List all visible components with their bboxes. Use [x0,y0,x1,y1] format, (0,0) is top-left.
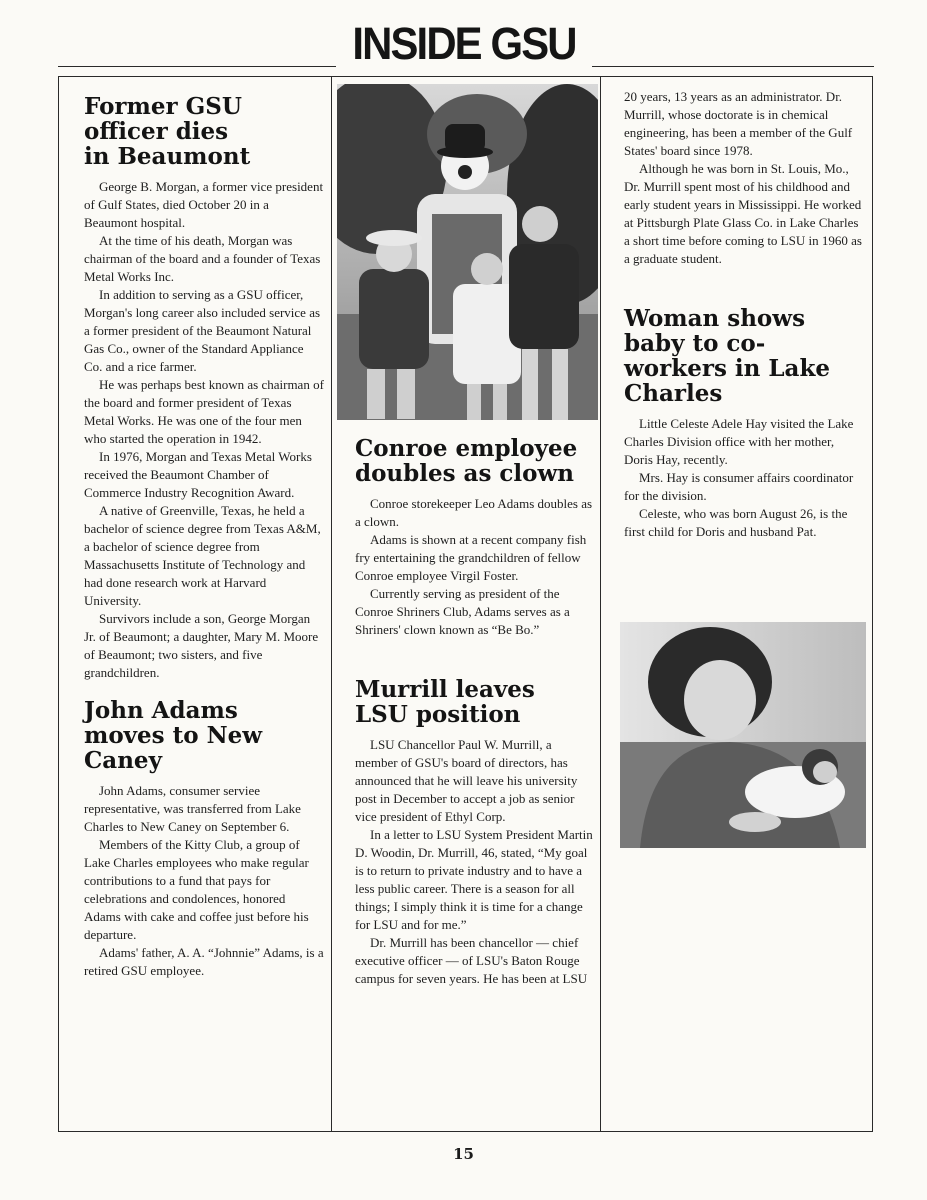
paragraph: In 1976, Morgan and Texas Metal Works received the Beaumont Chamber of Commerce Industry Recognition Award. [84,449,312,500]
article-morgan [84,94,324,682]
headline-murrill: Murrill leaves LSU position [355,676,535,728]
headline-morgan: Former GSU officer dies in Beaumont [84,93,251,170]
paragraph: Adams' father, A. A. “Johnnie” Adams, is a retired GSU employee. [84,945,324,978]
paragraph: A native of Greenville, Texas, he held a bachelor of science degree from Texas A&M, a bachelor of science degree from Massachusetts Institute of Technology and had done research work at Harvard University. [84,503,321,608]
paragraph: In addition to serving as a GSU officer, Morgan's long career also included service as a former president of the Beaumont Natural Gas Co., owner of the Standard Appliance Co. and a rice farmer. [84,287,321,374]
mother-baby-photo-illustration [620,622,866,848]
paragraph: He was perhaps best known as chairman of the board and former president of Texas Metal Works. He was one of the four men who started the operation in 1942. [84,377,324,446]
photo-mother-and-baby [620,622,866,848]
masthead-rule-left [58,66,336,67]
page-number: 15 [453,1145,474,1163]
paragraph: 20 years, 13 years as an administrator. Dr. Murrill, whose doctorate is in chemical engineering, has been a member of the Gulf States' board since 1978. [624,89,853,158]
paragraph: Celeste, who was born August 26, is the first child for Doris and husband Pat. [624,506,848,539]
paragraph: Adams is shown at a recent company fish fry entertaining the grandchildren of fellow Conroe employee Virgil Foster. [355,532,587,583]
column-rule-1 [331,76,332,1132]
paragraph: George B. Morgan, a former vice president of Gulf States, died October 20 in a Beaumont hospital. [84,179,324,230]
paragraph: In a letter to LSU System President Martin D. Woodin, Dr. Murrill, 46, stated, “My goal is to return to private industry and to have a less public career. There is a season for all things; I simply think it is time for a change for LSU and for me.” [355,827,593,932]
paragraph: Mrs. Hay is consumer affairs coordinator for the division. [624,470,854,503]
article-murrill [355,677,593,988]
body-clown [355,495,593,639]
paragraph: Dr. Murrill has been chancellor — chief executive officer — of LSU's Baton Rouge campus for seven years. He has been at LSU [355,935,588,986]
paragraph: Members of the Kitty Club, a group of Lake Charles employees who make regular contributions to a fund that pays for celebrations and condolences, honored Adams with cake and coffee just before his departure. [84,837,309,942]
paragraph: LSU Chancellor Paul W. Murrill, a member of GSU's board of directors, has announced that he will leave his university post in December to accept a job as senior vice president of Ethyl Corp. [355,737,578,824]
paragraph: Little Celeste Adele Hay visited the Lake Charles Division office with her mother, Doris Hay, recently. [624,416,854,467]
paragraph: Although he was born in St. Louis, Mo., Dr. Murrill spent most of his childhood and early student years in Mississippi. He worked at Pittsburgh Plate Glass Co. in Lake Charles a short time before coming to LSU in 1960 as a graduate student. [624,161,862,266]
headline-john-adams: John Adams moves to New Caney [84,697,263,774]
paragraph: Survivors include a son, George Morgan Jr. of Beaumont; a daughter, Mary M. Moore of Beaumont; two sisters, and five grandchildren. [84,611,319,680]
headline-clown: Conroe employee doubles as clown [355,435,578,487]
column-rule-2 [600,76,601,1132]
headline-baby: Woman shows baby to co-workers in Lake Charles [624,305,831,407]
body-baby [624,415,864,541]
body-john-adams [84,782,324,980]
article-baby [624,306,864,541]
paragraph: At the time of his death, Morgan was chairman of the board and a founder of Texas Metal Works Inc. [84,233,321,284]
body-murrill [355,736,593,988]
column-3 [624,88,864,541]
paragraph: John Adams, consumer serviee representative, was transferred from Lake Charles to New Caney on September 6. [84,783,301,834]
clown-photo-illustration [337,84,598,420]
paragraph: Conroe storekeeper Leo Adams doubles as a clown. [355,496,593,529]
body-morgan [84,178,324,682]
masthead-rule-right [592,66,874,67]
article-clown [355,436,593,639]
column-2 [355,436,593,988]
column-1 [84,94,324,980]
paragraph: Currently serving as president of the Conroe Shriners Club, Adams serves as a Shriners' clown known as “Be Bo.” [355,586,570,637]
masthead-title: INSIDE GSU [352,18,576,69]
photo-clown-with-children [337,84,598,420]
body-murrill-continued [624,88,864,268]
article-john-adams [84,698,324,980]
